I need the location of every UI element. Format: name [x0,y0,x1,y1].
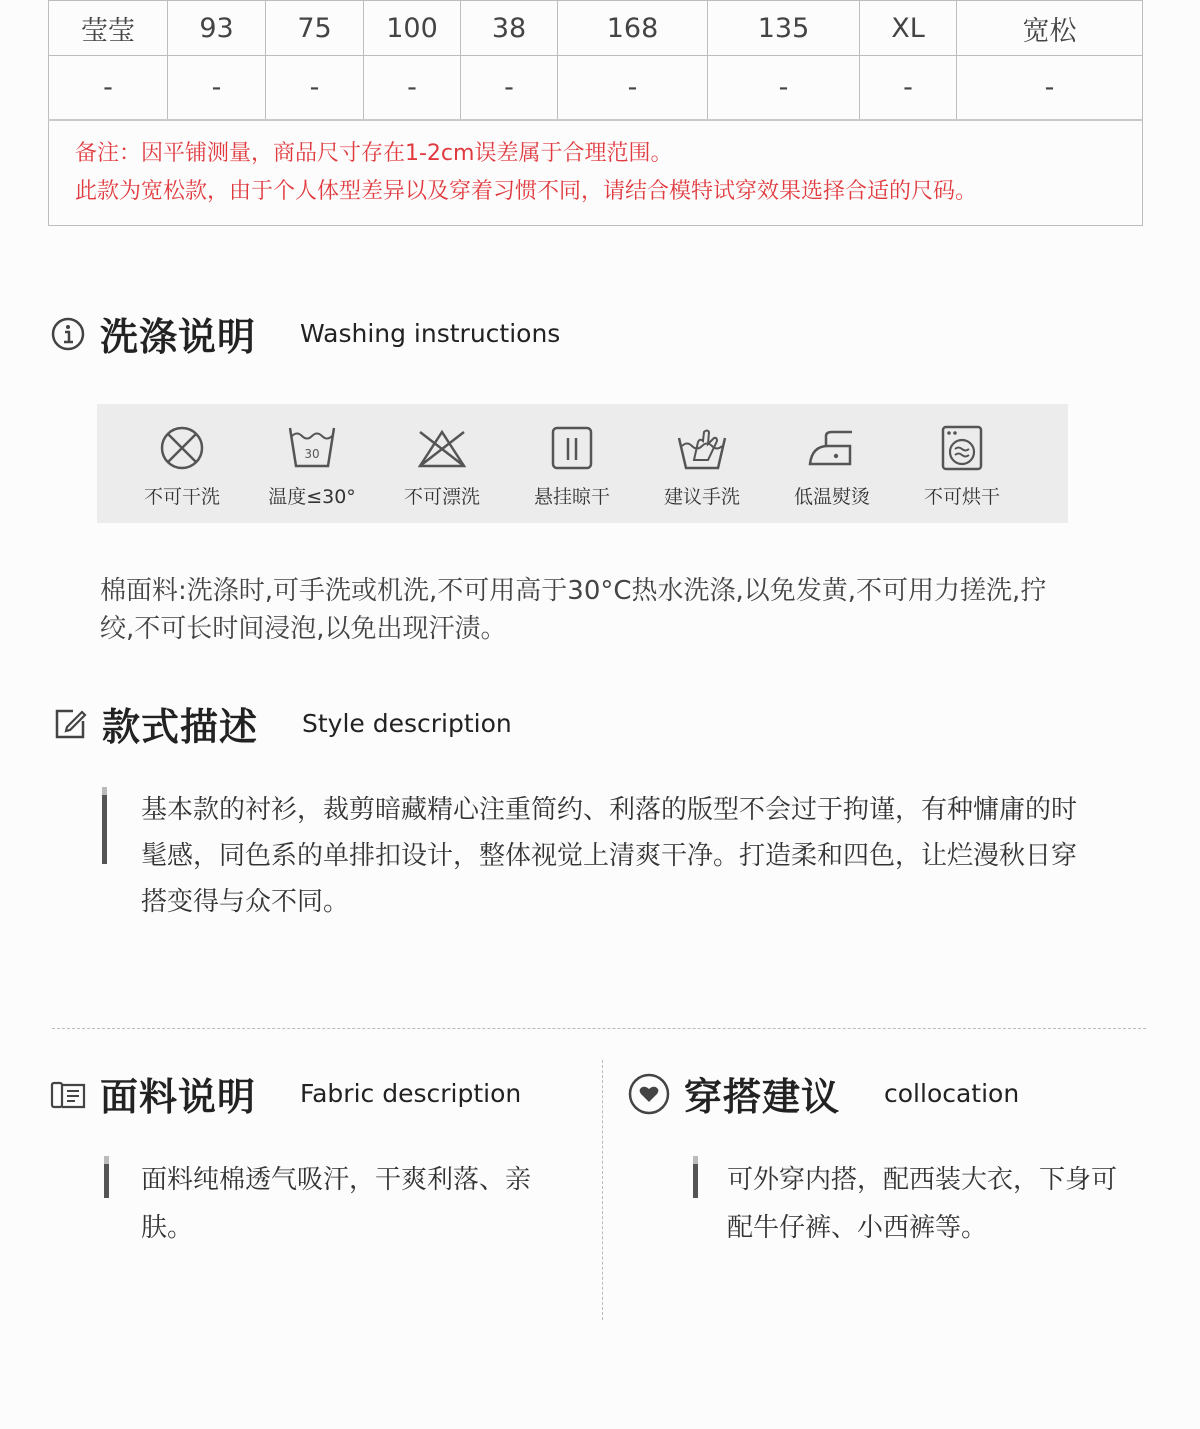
no-bleach-icon [416,424,468,472]
collocation-title: 穿搭建议 [684,1075,841,1119]
size-table [48,0,1143,226]
wash-item [507,404,637,523]
collocation-title-en: collocation [884,1079,1020,1108]
no-dry-clean-icon [156,424,208,472]
quote-bar [104,1156,109,1198]
fabric-text: 面料纯棉透气吸汗，干爽利落、亲肤。 [141,1165,532,1243]
wash-label: 低温熨烫 [793,486,870,508]
fabric-heading [50,1066,521,1121]
table-cell: 93 [168,1,266,56]
wash-label: 不可干洗 [143,486,220,508]
wash-item [767,404,897,523]
size-note [49,120,1143,226]
table-cell: 75 [266,1,364,56]
table-cell: 168 [558,1,708,56]
style-heading [52,696,512,751]
size-note-line-2: 此款为宽松款，由于个人体型差异以及穿着习惯不同，请结合模特试穿效果选择合适的尺码。 [75,179,978,204]
fabric-icon [50,1076,86,1112]
wash-30-badge: 30 [304,447,320,461]
wash-label: 悬挂晾干 [533,486,610,508]
wash-item [897,404,1027,523]
washing-title: 洗涤说明 [100,315,257,359]
fabric-quote [104,1156,544,1252]
style-title-en: Style description [302,709,512,738]
low-iron-icon [806,424,858,472]
table-cell: 100 [364,1,461,56]
column-divider [602,1060,603,1320]
wash-label: 不可烘干 [923,486,1000,508]
fabric-title: 面料说明 [100,1075,257,1119]
table-row [49,56,1143,121]
table-cell: 莹莹 [49,1,168,56]
washing-title-en: Washing instructions [300,319,561,348]
no-tumble-dry-icon [936,424,988,472]
fabric-title-en: Fabric description [300,1079,522,1108]
style-text: 基本款的衬衫，裁剪暗藏精心注重简约、利落的版型不会过于拘谨，有种慵庸的时髦感，同色系的单排扣设计，整体视觉上清爽干净。打造柔和四色，让烂漫秋日穿搭变得与众不同。 [141,795,1078,917]
collocation-heading [628,1066,1019,1121]
wash-item [117,404,247,523]
table-cell: - [558,56,708,121]
collocation-text: 可外穿内搭，配西装大衣，下身可配牛仔裤、小西裤等。 [727,1165,1118,1243]
hang-dry-icon [546,424,598,472]
table-cell: 135 [708,1,860,56]
style-quote [102,787,1082,925]
quote-bar [102,787,107,864]
collocation-quote [693,1156,1123,1252]
table-cell: - [364,56,461,121]
quote-bar [693,1156,698,1198]
size-note-line-1: 备注：因平铺测量，商品尺寸存在1-2cm误差属于合理范围。 [75,141,673,166]
table-cell: 38 [461,1,558,56]
table-cell: - [49,56,168,121]
wash-item [377,404,507,523]
wash-30-icon [286,424,338,472]
hand-wash-icon [676,424,728,472]
table-cell: - [860,56,957,121]
style-title: 款式描述 [102,705,259,749]
table-cell: - [168,56,266,121]
table-cell: - [266,56,364,121]
washing-text: 棉面料:洗涤时,可手洗或机洗,不可用高于30°C热水洗涤,以免发黄,不可用力搓洗,拧绞,不可长时间浸泡,以免出现汗渍。 [100,576,1047,644]
wash-label: 建议手洗 [663,486,740,508]
table-row [49,1,1143,56]
wash-icons-panel [97,404,1068,523]
table-cell: XL [860,1,957,56]
table-note-row [49,120,1143,226]
wash-item [637,404,767,523]
table-cell: 宽松 [957,1,1143,56]
table-cell: - [957,56,1143,121]
section-divider [52,1028,1146,1029]
edit-icon [52,706,88,742]
table-cell: - [461,56,558,121]
info-icon [50,316,86,352]
wash-label: 不可漂洗 [403,486,480,508]
wash-label: 温度≤30° [268,486,356,508]
wash-item [247,404,377,523]
heart-icon [628,1073,670,1115]
table-cell: - [708,56,860,121]
washing-heading [50,306,560,361]
